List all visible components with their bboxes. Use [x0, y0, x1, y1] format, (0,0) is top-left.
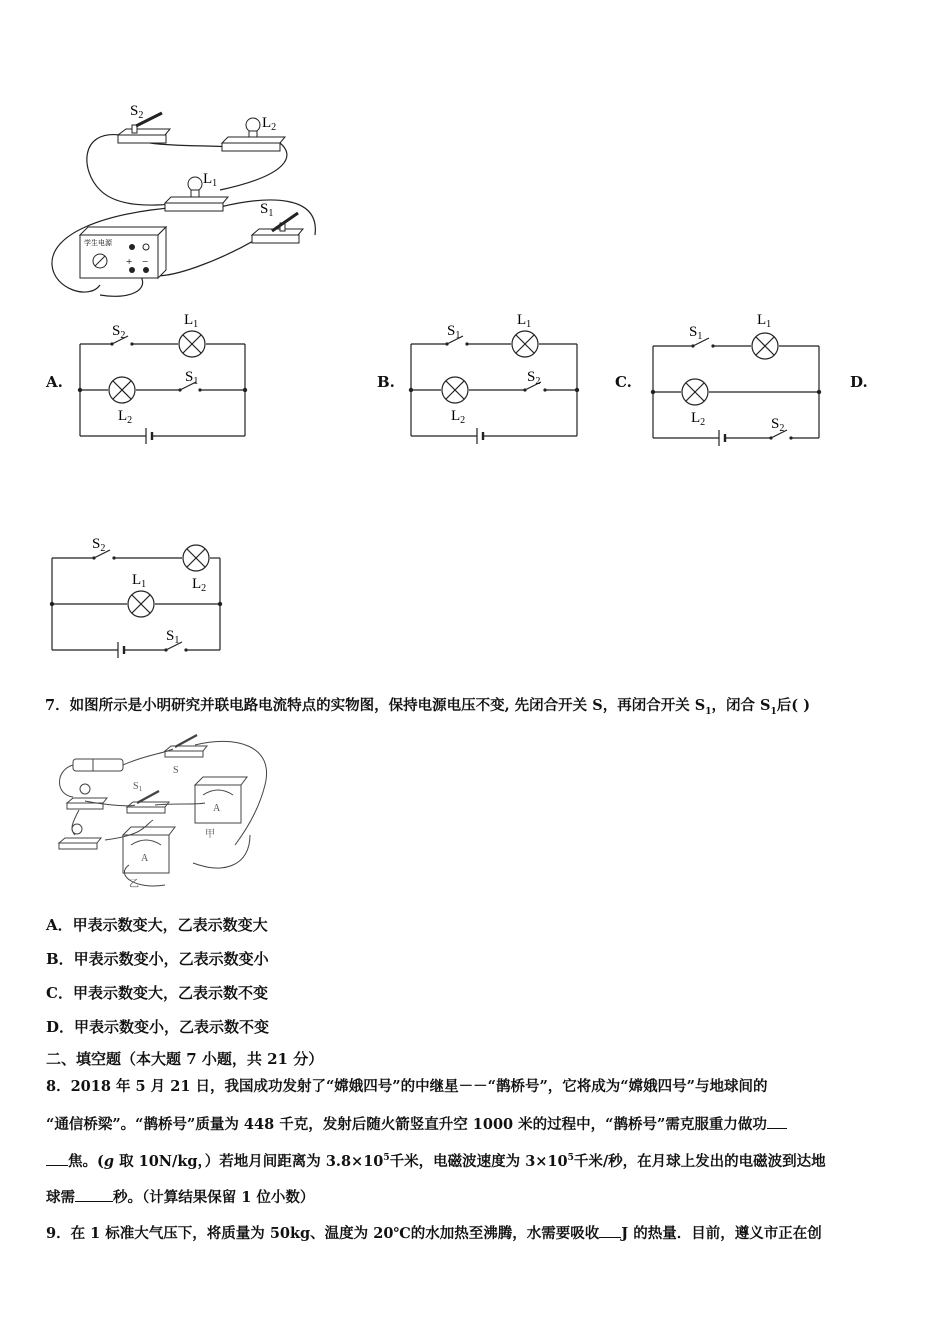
q8-line-1: 8．2018 年 5 月 21 日，我国成功发射了“嫦娥四号”的中继星－－“鹊桥号”，它将成为“嫦娥四号”与地球间的	[46, 1078, 768, 1095]
d-l-top-label: $L_2$	[192, 576, 207, 594]
switch-s1-real	[252, 213, 303, 243]
power-supply	[80, 227, 166, 278]
q8-line-4: 球需 秒。（计算结果保留 1 位小数）	[46, 1189, 315, 1206]
q7-real-circuit-figure	[45, 725, 275, 895]
q8-blank-1a[interactable]	[767, 1128, 787, 1129]
circuit-diagram-c	[643, 308, 828, 448]
l2-label-real: $L_2$	[262, 115, 277, 133]
q7-option-a[interactable]: A．甲表示数变大，乙表示数变大	[46, 916, 268, 934]
switch-s2-real	[118, 113, 170, 143]
c-s-top-label: $S_1$	[689, 324, 703, 342]
c-s-bot-label: $S_2$	[771, 416, 785, 434]
q7-option-d[interactable]: D．甲表示数变小，乙表示数不变	[46, 1018, 270, 1036]
option-a-label[interactable]: A.	[46, 373, 63, 391]
q7-option-c[interactable]: C．甲表示数变大，乙表示数不变	[46, 984, 268, 1002]
option-b-label[interactable]: B.	[377, 373, 395, 391]
s2-label-real: $S_2$	[130, 103, 144, 121]
q7-stem: 7．如图所示是小明研究并联电路电流特点的实物图，保持电源电压不变, 先闭合开关 S，再闭合开关 $S_1$，闭合 $S_1$后( )	[45, 697, 811, 717]
d-s-top-label: $S_2$	[92, 536, 106, 554]
b-s-top-label: $S_1$	[447, 323, 461, 341]
lamp-l1-real	[165, 177, 228, 211]
circuit-diagram-b	[401, 306, 586, 444]
d-l-mid-label: $L_1$	[132, 572, 147, 590]
q7-s1-label: $S_1$	[133, 781, 143, 793]
q7-jia-label: 甲	[205, 829, 215, 840]
q9-line-1: 9．在 1 标准大气压下，将质量为 50kg、温度为 20℃的水加热至沸腾，水需要吸收 J 的热量．目前，遵义市正在创	[46, 1225, 822, 1242]
circuit-diagram-a	[70, 306, 255, 444]
q7-yi-label: 乙	[129, 879, 139, 890]
q7-ammeter-a-bottom: A	[141, 853, 149, 864]
q7-ammeter-a-right: A	[213, 803, 221, 814]
b-l-mid-label: $L_2$	[451, 408, 466, 426]
s1-label-real: $S_1$	[260, 201, 274, 219]
a-l-mid-label: $L_2$	[118, 408, 133, 426]
q8-blank-2[interactable]	[75, 1201, 113, 1202]
option-c-label[interactable]: C.	[615, 373, 632, 391]
option-d-label[interactable]: D.	[850, 373, 868, 391]
section-2-title: 二、填空题（本大题 7 小题，共 21 分）	[46, 1050, 324, 1068]
minus-label: −	[142, 256, 149, 268]
b-s-mid-label: $S_2$	[527, 369, 541, 387]
a-s-top-label: $S_2$	[112, 323, 126, 341]
q8-blank-1b[interactable]	[46, 1165, 68, 1166]
l1-label-real: $L_1$	[203, 171, 218, 189]
q8-line-3: 焦。(g 取 10N/kg，）若地月间距离为 $3.8\times 10^5$千米，电磁波速度为 $3\times 10^5$千米/秒，在月球上发出的电磁波到达地	[46, 1150, 826, 1171]
real-circuit-figure	[40, 95, 340, 305]
c-l-mid-label: $L_2$	[691, 410, 706, 428]
circuit-diagram-d	[42, 530, 237, 665]
a-l-top-label: $L_1$	[184, 312, 199, 330]
plus-label: +	[126, 256, 133, 268]
q8-line-2: “通信桥梁”。“鹊桥号”质量为 448 千克，发射后随火箭竖直升空 1000 米的过程中，“鹊桥号”需克服重力做功	[46, 1113, 787, 1134]
c-l-top-label: $L_1$	[757, 312, 772, 330]
q9-blank-1[interactable]	[599, 1237, 621, 1238]
q7-option-b[interactable]: B．甲表示数变小，乙表示数变小	[46, 950, 269, 968]
power-supply-label: 学生电源	[84, 239, 112, 247]
b-l-top-label: $L_1$	[517, 312, 532, 330]
a-s-mid-label: $S_1$	[185, 369, 199, 387]
d-s-bot-label: $S_1$	[166, 628, 180, 646]
q7-s-label: S	[173, 765, 179, 776]
